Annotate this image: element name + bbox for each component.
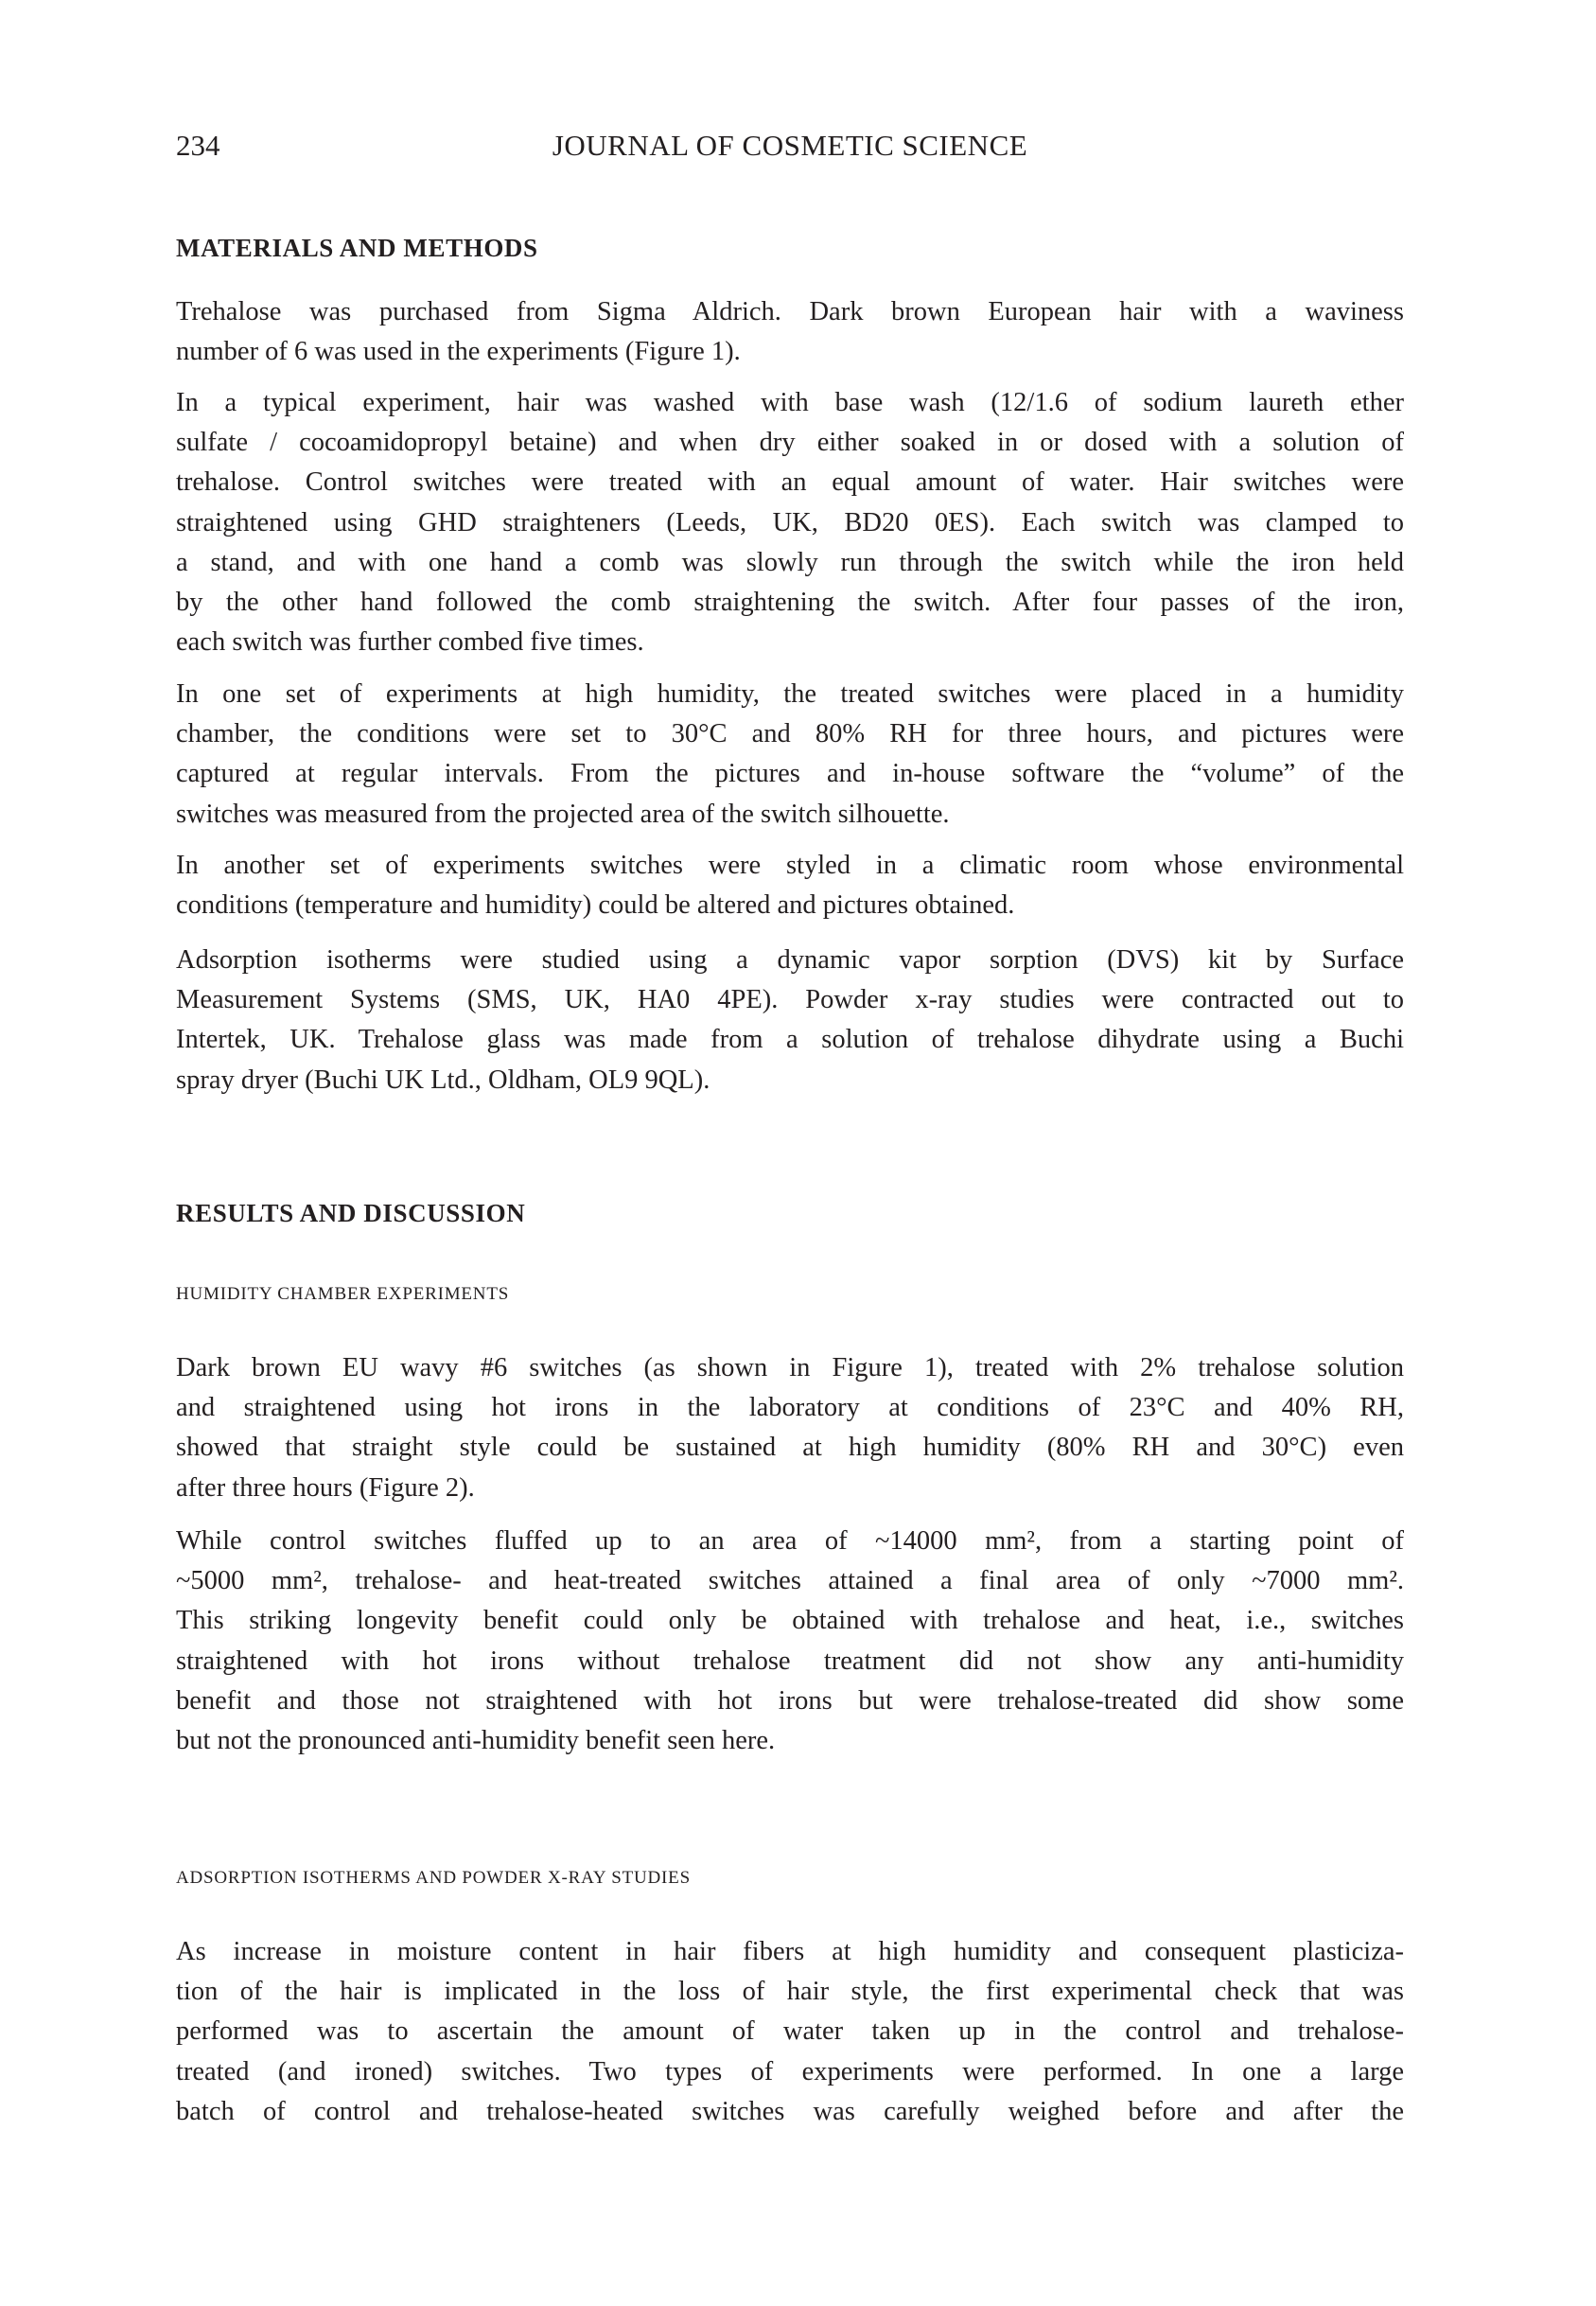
text-line: In another set of experiments switches were styled in a climatic room whose environmental	[176, 851, 1404, 880]
text-line: benefit and those not straightened with hot irons but were trehalose-treated did show some	[176, 1685, 1404, 1716]
paragraph	[176, 1348, 1404, 1508]
text-line: Adsorption isotherms were studied using a dynamic vapor sorption (DVS) kit by Surface	[176, 945, 1404, 975]
text-line: Intertek, UK. Trehalose glass was made from a solution of trehalose dihydrate using a Buchi	[176, 1025, 1404, 1055]
text-line: chamber, the conditions were set to 30°C and 80% RH for three hours, and pictures were	[176, 719, 1404, 749]
text-line: but not the pronounced anti-humidity benefit seen here.	[176, 1726, 776, 1756]
text-line: and straightened using hot irons in the laboratory at conditions of 23°C and 40% RH,	[176, 1393, 1404, 1423]
heading-materials-and-methods: MATERIALS AND METHODS	[176, 234, 538, 262]
text-line: batch of control and trehalose-heated switches was carefully weighed before and after the	[176, 2096, 1404, 2126]
running-header-journal-title: JOURNAL OF COSMETIC SCIENCE	[552, 129, 1028, 162]
text-line: Dark brown EU wavy #6 switches (as shown in Figure 1), treated with 2% trehalose solution	[176, 1353, 1404, 1382]
text-line: spray dryer (Buchi UK Ltd., Oldham, OL9 9QL).	[176, 1065, 710, 1095]
page-number: 234	[176, 129, 220, 162]
paragraph	[176, 846, 1404, 925]
text-line: conditions (temperature and humidity) could be altered and pictures obtained.	[176, 890, 1015, 921]
text-line: sulfate / cocoamidopropyl betaine) and when dry either soaked in or dosed with a solution of	[176, 428, 1404, 458]
text-line: showed that straight style could be sustained at high humidity (80% RH and 30°C) even	[176, 1433, 1404, 1463]
paragraph	[176, 675, 1404, 835]
subheading-adsorption-isotherms: ADSORPTION ISOTHERMS AND POWDER X-RAY STUDIES	[176, 1868, 691, 1888]
text-line: each switch was further combed five times.	[176, 627, 644, 658]
text-line: captured at regular intervals. From the pictures and in-house software the “volume” of the	[176, 759, 1404, 789]
text-line: treated (and ironed) switches. Two types of experiments were performed. In one a large	[176, 2056, 1404, 2086]
text-line: Trehalose was purchased from Sigma Aldrich. Dark brown European hair with a waviness	[176, 297, 1404, 326]
text-line: This striking longevity benefit could only be obtained with trehalose and heat, i.e., switches	[176, 1606, 1404, 1636]
text-line: straightened using GHD straighteners (Leeds, UK, BD20 0ES). Each switch was clamped to	[176, 507, 1404, 537]
heading-results-and-discussion: RESULTS AND DISCUSSION	[176, 1199, 526, 1227]
subheading-humidity-chamber: HUMIDITY CHAMBER EXPERIMENTS	[176, 1284, 510, 1304]
paragraph	[176, 1932, 1404, 2132]
paragraph	[176, 1522, 1404, 1761]
text-line: As increase in moisture content in hair fibers at high humidity and consequent plasticiza-	[176, 1937, 1404, 1966]
paragraph	[176, 383, 1404, 662]
text-line: tion of the hair is implicated in the loss of hair style, the first experimental check that was	[176, 1977, 1404, 2007]
text-line: In one set of experiments at high humidity, the treated switches were placed in a humidity	[176, 679, 1404, 709]
text-line: straightened with hot irons without trehalose treatment did not show any anti-humidity	[176, 1646, 1404, 1676]
text-line: a stand, and with one hand a comb was slowly run through the switch while the iron held	[176, 547, 1404, 577]
text-line: While control switches fluffed up to an area of ~14000 mm², from a starting point of	[176, 1526, 1404, 1556]
text-line: trehalose. Control switches were treated with an equal amount of water. Hair switches were	[176, 467, 1404, 498]
text-line: Measurement Systems (SMS, UK, HA0 4PE). Powder x-ray studies were contracted out to	[176, 985, 1404, 1015]
paragraph	[176, 941, 1404, 1100]
text-line: performed was to ascertain the amount of water taken up in the control and trehalose-	[176, 2016, 1404, 2047]
text-line: by the other hand followed the comb straightening the switch. After four passes of the iron,	[176, 588, 1404, 618]
text-line: ~5000 mm², trehalose- and heat-treated switches attained a final area of only ~7000 mm².	[176, 1566, 1404, 1596]
paragraph	[176, 292, 1404, 372]
text-line: switches was measured from the projected area of the switch silhouette.	[176, 799, 950, 829]
text-line: In a typical experiment, hair was washed with base wash (12/1.6 of sodium laureth ether	[176, 388, 1404, 417]
text-line: number of 6 was used in the experiments (Figure 1).	[176, 337, 741, 367]
text-line: after three hours (Figure 2).	[176, 1472, 475, 1503]
